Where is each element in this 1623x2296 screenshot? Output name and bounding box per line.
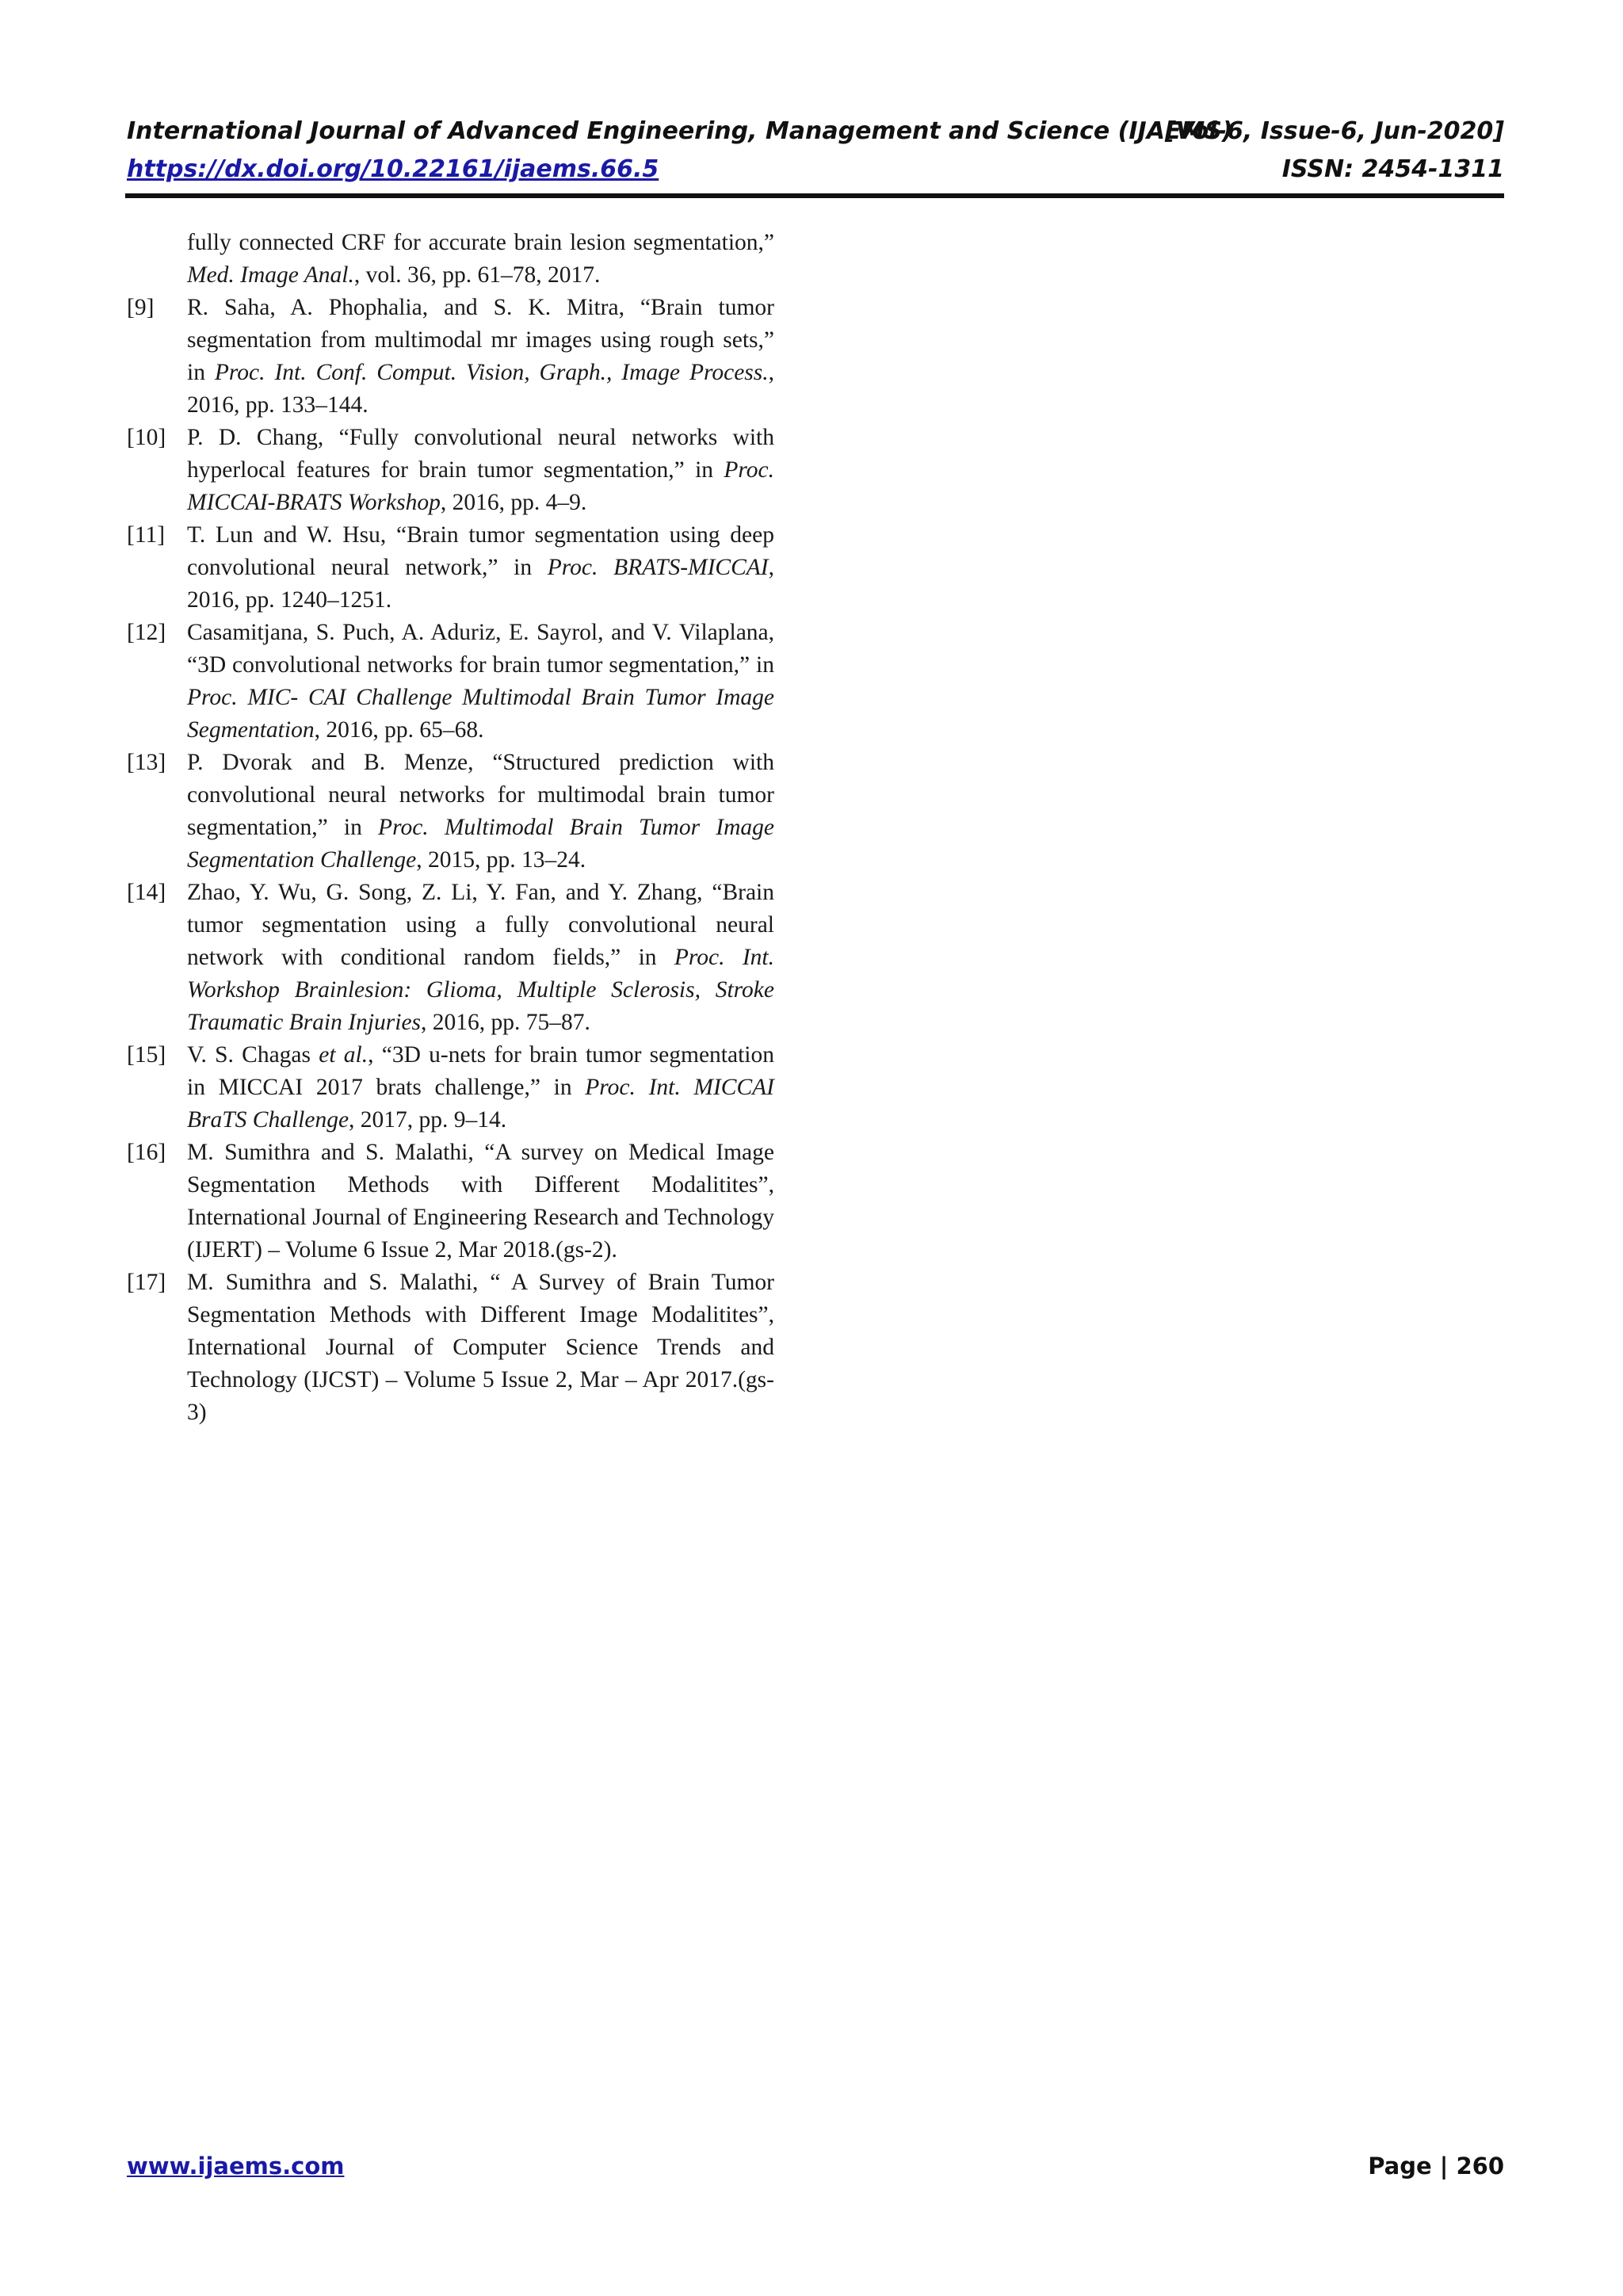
reference-number: [13] (127, 750, 166, 775)
reference-continuation: fully connected CRF for accurate brain lesion segmentation,” Med. Image Anal., vol. 36, pp. 61–78, 2017. (187, 230, 774, 288)
reference-number: [17] (127, 1270, 166, 1295)
reference-item (127, 1137, 774, 1266)
reference-text: M. Sumithra and S. Malathi, “A survey on Medical Image Segmentation Methods with Different Modalitites”, International Journal of Engineering Research and Technology (IJERT) – Volume 6 Issue 2, Mar 2018.(gs-2). (187, 1140, 774, 1263)
reference-text: T. Lun and W. Hsu, “Brain tumor segmentation using deep convolutional neural network,” in Proc. BRATS-MICCAI, 2016, pp. 1240–1251. (187, 522, 774, 613)
doi-link[interactable]: https://dx.doi.org/10.22161/ijaems.66.5 (127, 155, 659, 183)
reference-number: [9] (127, 295, 155, 320)
issn: ISSN: 2454-1311 (1281, 155, 1504, 183)
reference-list (127, 227, 774, 1429)
reference-text: P. Dvorak and B. Menze, “Structured prediction with convolutional neural networks for multimodal brain tumor segmentation,” in Proc. Multimodal Brain Tumor Image Segmentation Challenge, 2015, pp. 13–24. (187, 750, 774, 873)
page-footer (127, 2150, 1504, 2182)
issue-info: [Vol-6, Issue-6, Jun-2020] (1164, 117, 1504, 145)
reference-text: Zhao, Y. Wu, G. Song, Z. Li, Y. Fan, and Y. Zhang, “Brain tumor segmentation using a fully convolutional neural network with conditional random fields,” in Proc. Int. Workshop Brainlesion: Glioma, Multiple Sclerosis, Stroke Traumatic Brain Injuries, 2016, pp. 75–87. (187, 880, 774, 1035)
reference-number: [16] (127, 1140, 166, 1165)
reference-item (127, 422, 774, 519)
reference-text: Casamitjana, S. Puch, A. Aduriz, E. Sayrol, and V. Vilaplana, “3D convolutional networks for brain tumor segmentation,” in Proc. MIC- CAI Challenge Multimodal Brain Tumor Image Segmentation, 2016, pp. 65–68. (187, 620, 774, 743)
reference-number: [11] (127, 522, 166, 548)
reference-item (127, 877, 774, 1039)
reference-number: [15] (127, 1042, 166, 1068)
header-rule (125, 193, 1504, 198)
reference-text: R. Saha, A. Phophalia, and S. K. Mitra, “Brain tumor segmentation from multimodal mr images using rough sets,” in Proc. Int. Conf. Comput. Vision, Graph., Image Process., 2016, pp. 133–144. (187, 295, 775, 418)
reference-number: [12] (127, 620, 166, 645)
reference-number: [14] (127, 880, 166, 905)
website-link[interactable]: www.ijaems.com (127, 2153, 345, 2179)
reference-item (127, 617, 774, 747)
reference-item (127, 1039, 774, 1137)
reference-item (127, 519, 774, 617)
page-number: Page | 260 (1368, 2153, 1504, 2179)
reference-number: [10] (127, 425, 166, 450)
reference-item (127, 292, 774, 422)
reference-item (127, 1266, 774, 1429)
reference-text: V. S. Chagas et al., “3D u-nets for brain tumor segmentation in MICCAI 2017 brats challenge,” in Proc. Int. MICCAI BraTS Challenge, 2017, pp. 9–14. (187, 1042, 774, 1133)
reference-item (127, 747, 774, 877)
reference-text: P. D. Chang, “Fully convolutional neural networks with hyperlocal features for brain tumor segmentation,” in Proc. MICCAI-BRATS Workshop, 2016, pp. 4–9. (187, 425, 774, 515)
reference-text: M. Sumithra and S. Malathi, “ A Survey of Brain Tumor Segmentation Methods with Different Image Modalitites”, International Journal of Computer Science Trends and Technology (IJCST) – Volume 5 Issue 2, Mar – Apr 2017.(gs-3) (187, 1270, 774, 1425)
journal-title: International Journal of Advanced Engineering, Management and Science (IJAEMS) (127, 117, 1233, 145)
